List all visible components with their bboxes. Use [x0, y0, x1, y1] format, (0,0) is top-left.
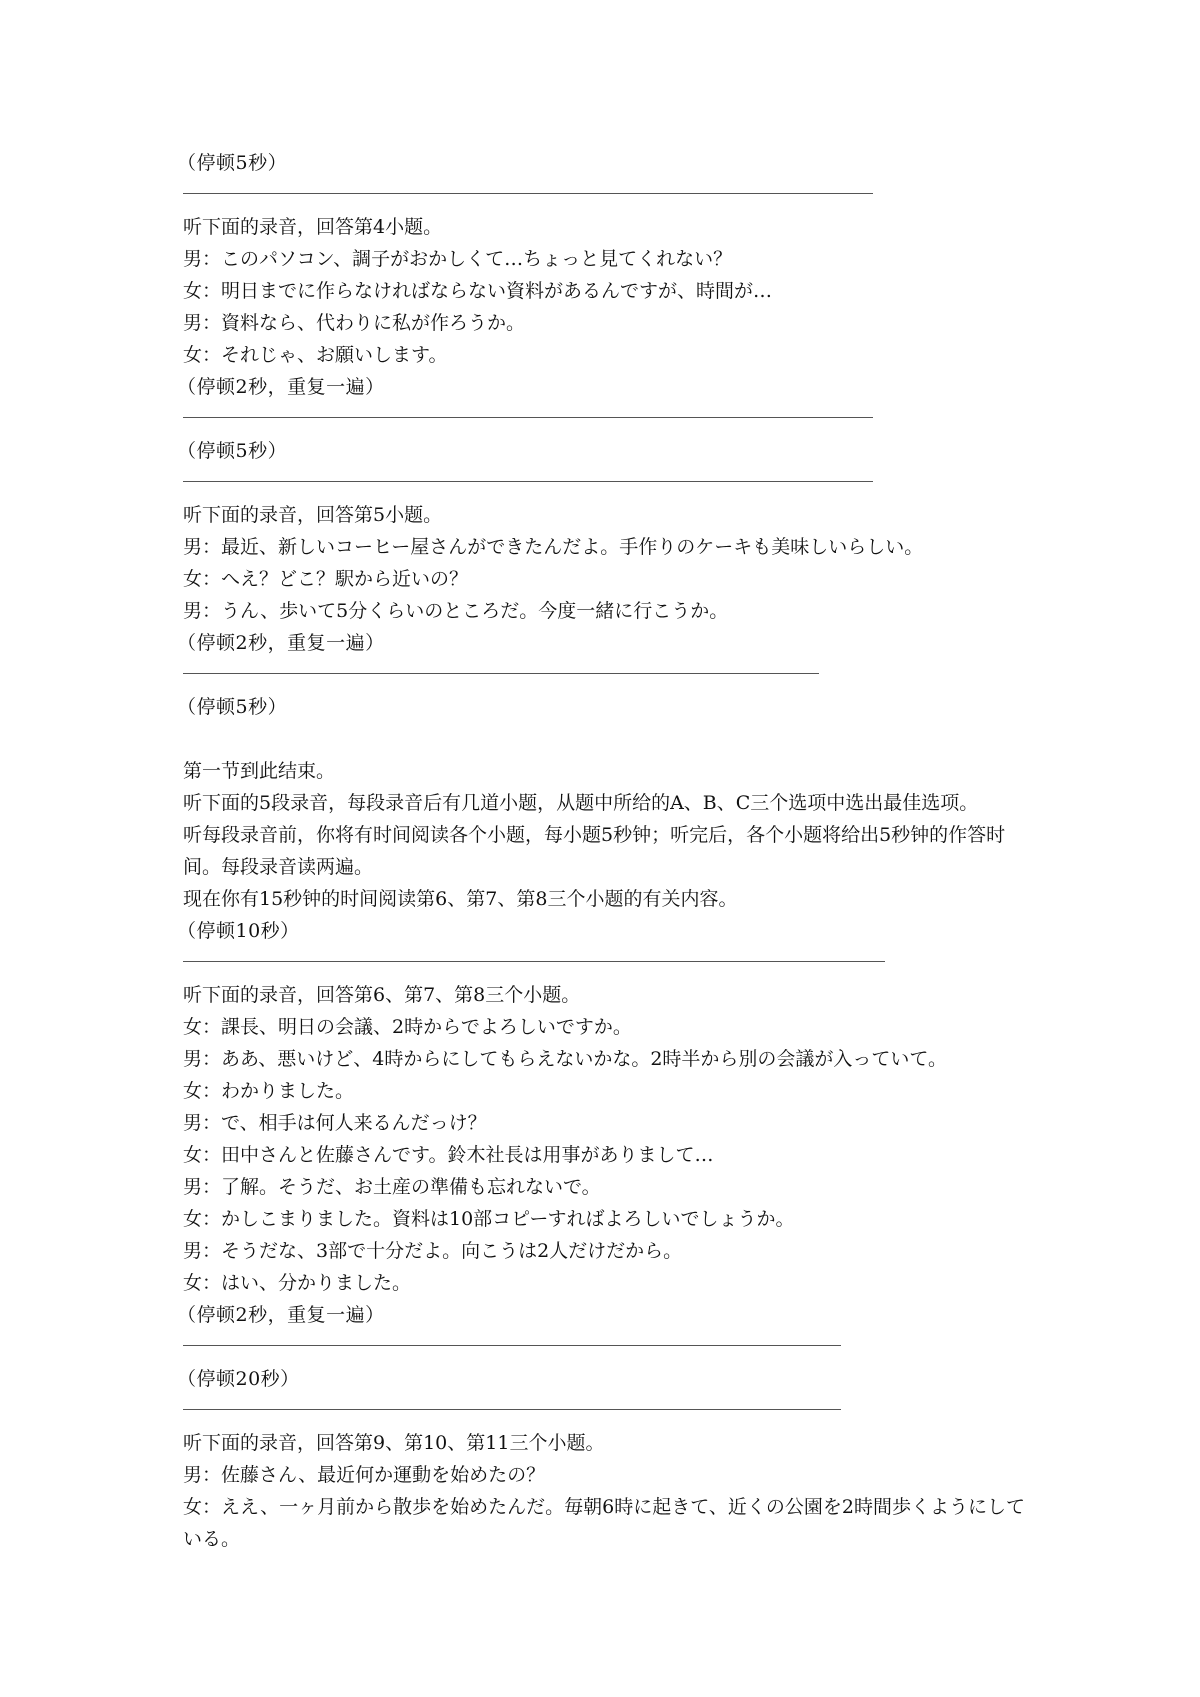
dialogue-line: 女：わかりました。 — [183, 1080, 355, 1102]
dialogue-line: 男：資料なら、代わりに私が作ろうか。 — [183, 312, 526, 334]
dialogue-line: 男：ああ、悪いけど、4時からにしてもらえないかな。2時半から別の会議が入っていて。 — [183, 1048, 948, 1070]
dialogue-line: 男：佐藤さん、最近何か運動を始めたの？ — [183, 1464, 546, 1486]
dialogue-line: 女：へえ？どこ？駅から近いの？ — [183, 568, 469, 590]
pause-note: （停顿5秒） — [177, 440, 288, 462]
dialogue-line: 女：明日までに作らなければならない資料があるんですが、時間が… — [183, 280, 773, 302]
separator-line — [183, 659, 819, 691]
dialogue-line: 男：了解。そうだ、お土産の準備も忘れないで。 — [183, 1176, 601, 1198]
separator-line — [183, 1395, 841, 1427]
blank-line — [183, 723, 1043, 755]
dialogue-line: 女：課長、明日の会議、2時からでよろしいですか。 — [183, 1016, 632, 1038]
dialogue-line: 女：それじゃ、お願いします。 — [183, 344, 448, 366]
dialogue-line: 男：このパソコン、調子がおかしくて…ちょっと見てくれない？ — [183, 248, 733, 270]
separator-line — [183, 179, 873, 211]
pause-note: （停顿2秒，重复一遍） — [177, 376, 385, 398]
section-end: 第一节到此结束。 — [183, 760, 336, 782]
question-intro: 听下面的录音，回答第5小题。 — [183, 504, 443, 526]
separator-line — [183, 947, 885, 979]
dialogue-line: 女：かしこまりました。資料は10部コピーすればよろしいでしょうか。 — [183, 1208, 795, 1230]
pause-note: （停顿2秒，重复一遍） — [177, 1304, 385, 1326]
pause-note: （停顿5秒） — [177, 696, 288, 718]
dialogue-line: 男：で、相手は何人来るんだっけ？ — [183, 1112, 487, 1134]
question-intro: 听下面的录音，回答第9、第10、第11三个小题。 — [183, 1432, 605, 1454]
dialogue-line: 女：ええ、一ヶ月前から散歩を始めたんだ。毎朝6時に起きて、近くの公園を2時間歩くようにしている。 — [183, 1496, 1025, 1550]
dialogue-line: 男：最近、新しいコーヒー屋さんができたんだよ。手作りのケーキも美味しいらしい。 — [183, 536, 924, 558]
dialogue-line: 女：田中さんと佐藤さんです。鈴木社長は用事がありまして… — [183, 1144, 714, 1166]
dialogue-line: 男：うん、歩いて5分くらいのところだ。今度一緒に行こうか。 — [183, 600, 729, 622]
pause-note: （停顿5秒） — [177, 152, 288, 174]
dialogue-line: 女：はい、分かりました。 — [183, 1272, 412, 1294]
pause-note: （停顿2秒，重复一遍） — [177, 632, 385, 654]
question-intro: 听下面的录音，回答第6、第7、第8三个小题。 — [183, 984, 581, 1006]
transcript-body — [177, 147, 1043, 1555]
instruction-text: 听每段录音前，你将有时间阅读各个小题，每小题5秒钟；听完后，各个小题将给出5秒钟的作答时间。每段录音读两遍。 — [183, 824, 1006, 878]
instruction-text: 听下面的5段录音，每段录音后有几道小题，从题中所给的A、B、C三个选项中选出最佳选项。 — [183, 792, 979, 814]
question-intro: 听下面的录音，回答第4小题。 — [183, 216, 443, 238]
separator-line — [183, 403, 873, 435]
dialogue-line: 男：そうだな、3部で十分だよ。向こうは2人だけだから。 — [183, 1240, 683, 1262]
pause-note: （停顿10秒） — [177, 920, 300, 942]
separator-line — [183, 1331, 841, 1363]
separator-line — [183, 467, 873, 499]
pause-note: （停顿20秒） — [177, 1368, 300, 1390]
instruction-text: 现在你有15秒钟的时间阅读第6、第7、第8三个小题的有关内容。 — [183, 888, 738, 910]
